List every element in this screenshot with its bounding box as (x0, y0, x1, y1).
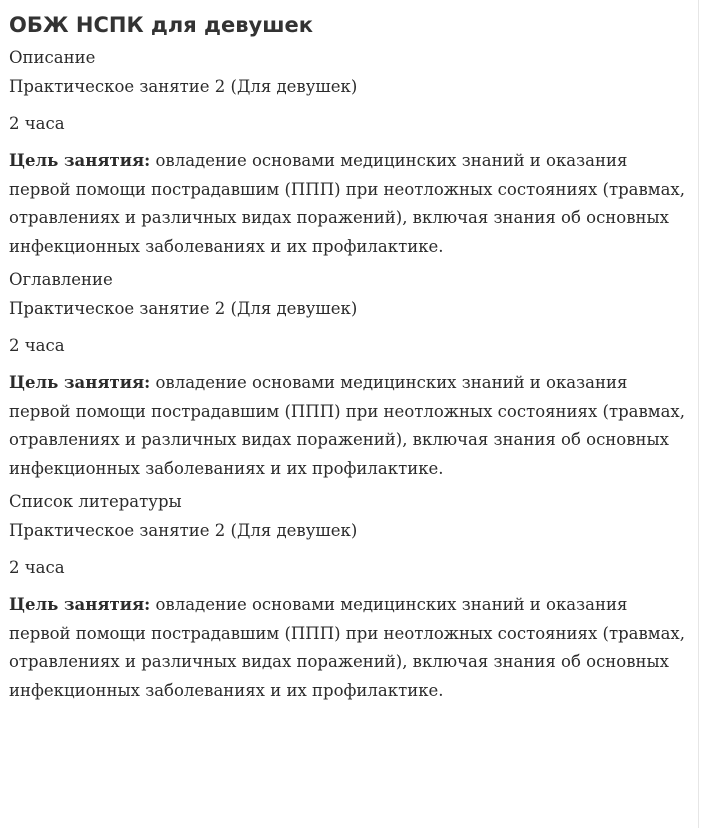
lesson-title: Практическое занятие 2 (Для девушек) (9, 77, 358, 96)
goal-text: овладение основами медицинских знаний и оказания первой помощи пострадавшим (ППП) при неотложных состояниях (травмах, отравлениях и различных видах поражений), включая знания об основных инфекционных заболеваниях и их профилактике. (9, 151, 685, 256)
section-literature (9, 487, 690, 705)
lesson-duration: 2 часа (9, 336, 65, 355)
goal-text: овладение основами медицинских знаний и оказания первой помощи пострадавшим (ППП) при неотложных состояниях (травмах, отравлениях и различных видах поражений), включая знания об основных инфекционных заболеваниях и их профилактике. (9, 373, 685, 478)
section-contents (9, 265, 690, 483)
goal-label: Цель занятия: (9, 373, 151, 392)
goal-label: Цель занятия: (9, 151, 151, 170)
goal-label: Цель занятия: (9, 595, 151, 614)
section-label: Список литературы (9, 492, 182, 511)
goal-text: овладение основами медицинских знаний и оказания первой помощи пострадавшим (ППП) при неотложных состояниях (травмах, отравлениях и различных видах поражений), включая знания об основных инфекционных заболеваниях и их профилактике. (9, 595, 685, 700)
lesson-goal (9, 369, 690, 483)
lesson-goal (9, 591, 690, 705)
lesson-duration: 2 часа (9, 558, 65, 577)
lesson-title: Практическое занятие 2 (Для девушек) (9, 521, 358, 540)
page-title: ОБЖ НСПК для девушек (9, 13, 314, 37)
section-label: Оглавление (9, 270, 113, 289)
lesson-goal (9, 147, 690, 261)
lesson-title: Практическое занятие 2 (Для девушек) (9, 299, 358, 318)
lesson-duration: 2 часа (9, 114, 65, 133)
section-description (9, 43, 690, 261)
section-label: Описание (9, 48, 96, 67)
